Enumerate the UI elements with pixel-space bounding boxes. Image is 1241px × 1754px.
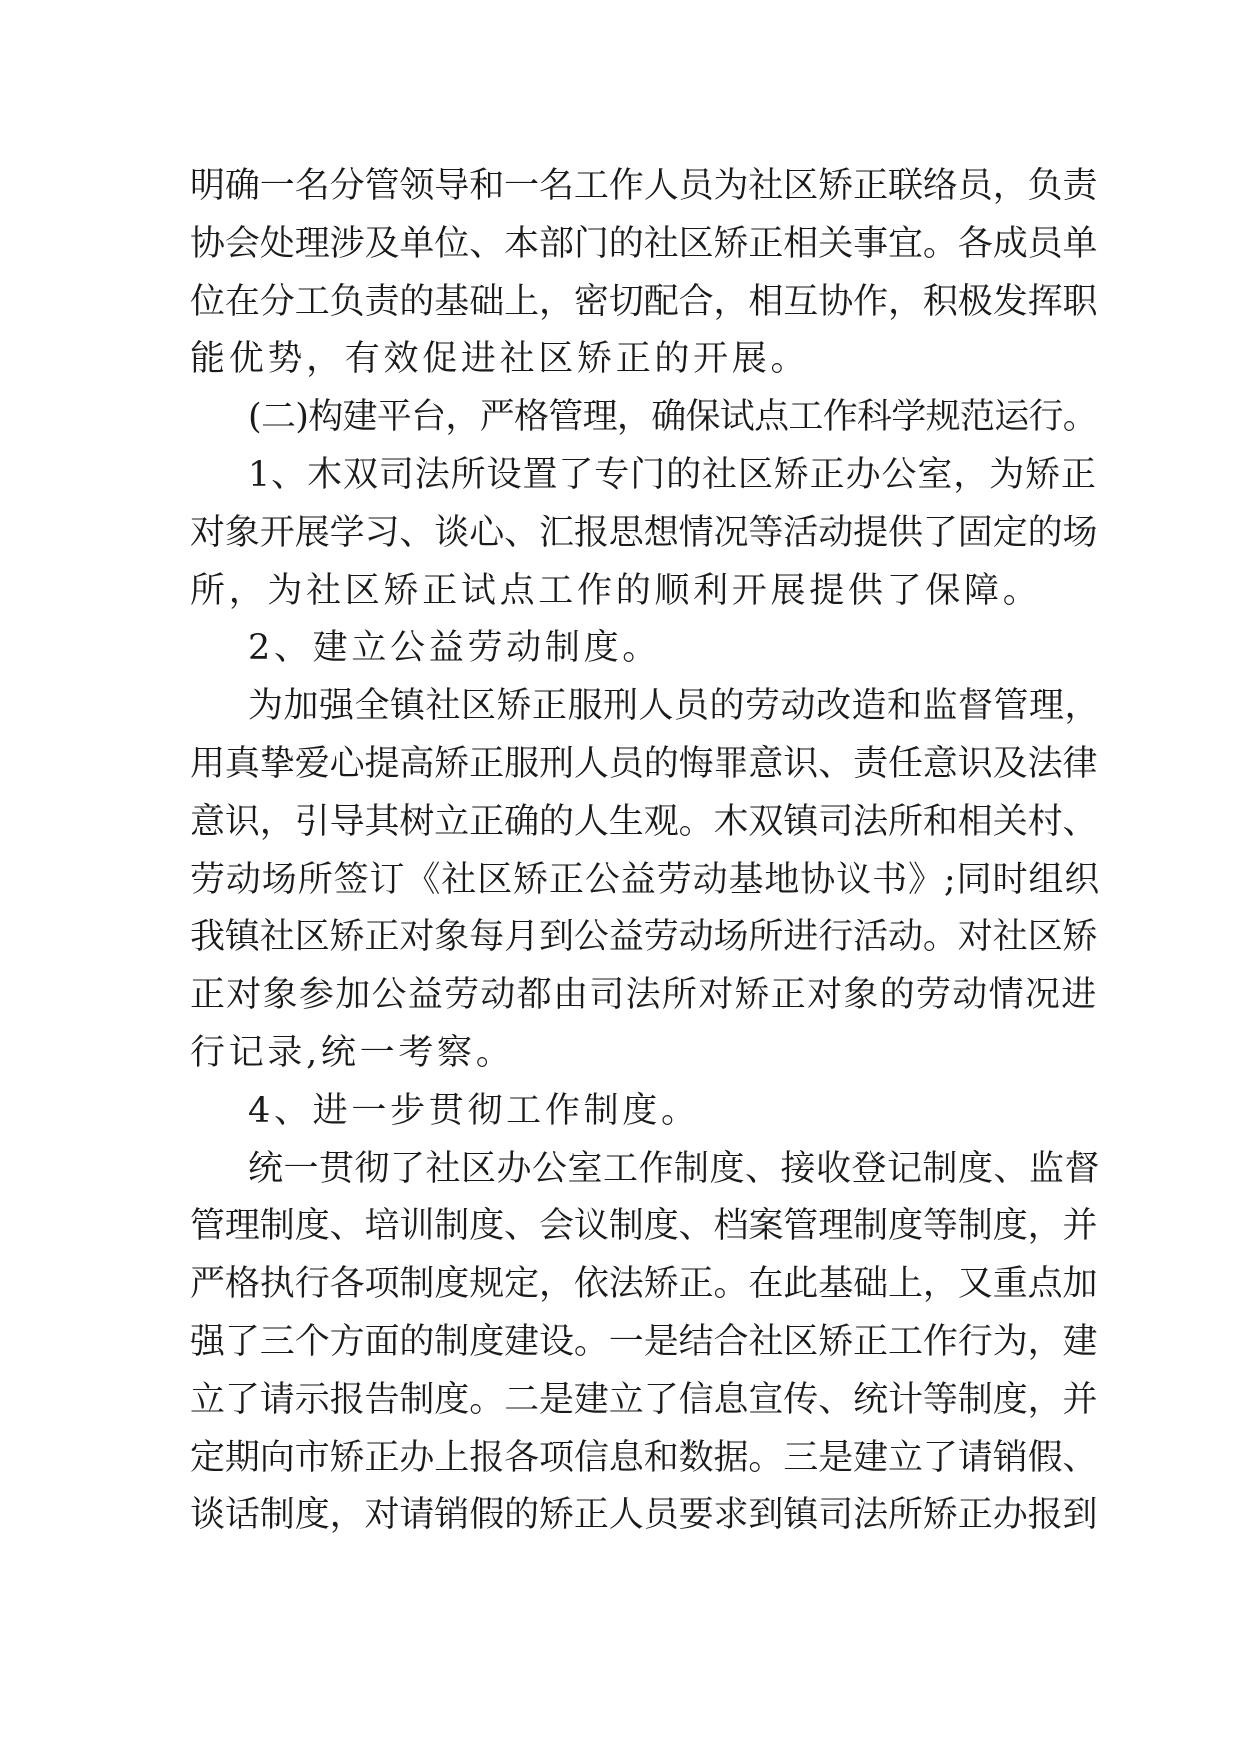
- text-line: 强了三个方面的制度建设。一是结合社区矫正工作行为，建: [190, 1321, 1098, 1362]
- section-heading: (二)构建平台，严格管理，确保试点工作科学规范运行。: [248, 397, 1098, 438]
- text-line: 劳动场所签订《社区矫正公益劳动基地协议书》;同时组织: [190, 859, 1101, 900]
- text-line: 定期向市矫正办上报各项信息和数据。三是建立了请销假、: [190, 1437, 1098, 1478]
- subsection-heading: 4、进一步贯彻工作制度。: [248, 1090, 700, 1131]
- text-line: 立了请示报告制度。二是建立了信息宣传、统计等制度，并: [190, 1379, 1098, 1420]
- text-line: 统一贯彻了社区办公室工作制度、接收登记制度、监督: [248, 1148, 1101, 1189]
- text-line: 严格执行各项制度规定，依法矫正。在此基础上，又重点加: [190, 1264, 1098, 1305]
- text-line: 为加强全镇社区矫正服刑人员的劳动改造和监督管理，: [248, 686, 1101, 727]
- text-line: 协会处理涉及单位、本部门的社区矫正相关事宜。各成员单: [190, 223, 1098, 264]
- text-line: 行记录,统一考察。: [190, 1032, 515, 1073]
- subsection-heading: 2、建立公益劳动制度。: [248, 628, 661, 669]
- text-line: 管理制度、培训制度、会议制度、档案管理制度等制度，并: [190, 1206, 1098, 1247]
- text-line: 位在分工负责的基础上，密切配合，相互协作，积极发挥职: [190, 281, 1098, 322]
- text-line: 1、木双司法所设置了专门的社区矫正办公室，为矫正: [248, 454, 1097, 495]
- text-line: 所，为社区矫正试点工作的顺利开展提供了保障。: [190, 570, 1042, 611]
- text-line: 用真挚爱心提高矫正服刑人员的悔罪意识、责任意识及法律: [190, 743, 1098, 784]
- text-line: 正对象参加公益劳动都由司法所对矫正对象的劳动情况进: [190, 975, 1098, 1016]
- text-line: 我镇社区矫正对象每月到公益劳动场所进行活动。对社区矫: [190, 917, 1098, 958]
- body-text: [190, 158, 1101, 1545]
- text-line: 意识，引导其树立正确的人生观。木双镇司法所和相关村、: [190, 801, 1098, 842]
- text-line: 对象开展学习、谈心、汇报思想情况等活动提供了固定的场: [190, 512, 1098, 553]
- text-line: 谈话制度，对请销假的矫正人员要求到镇司法所矫正办报到: [190, 1495, 1098, 1536]
- text-line: 明确一名分管领导和一名工作人员为社区矫正联络员，负责: [190, 166, 1098, 206]
- text-line: 能优势，有效促进社区矫正的开展。: [190, 339, 810, 380]
